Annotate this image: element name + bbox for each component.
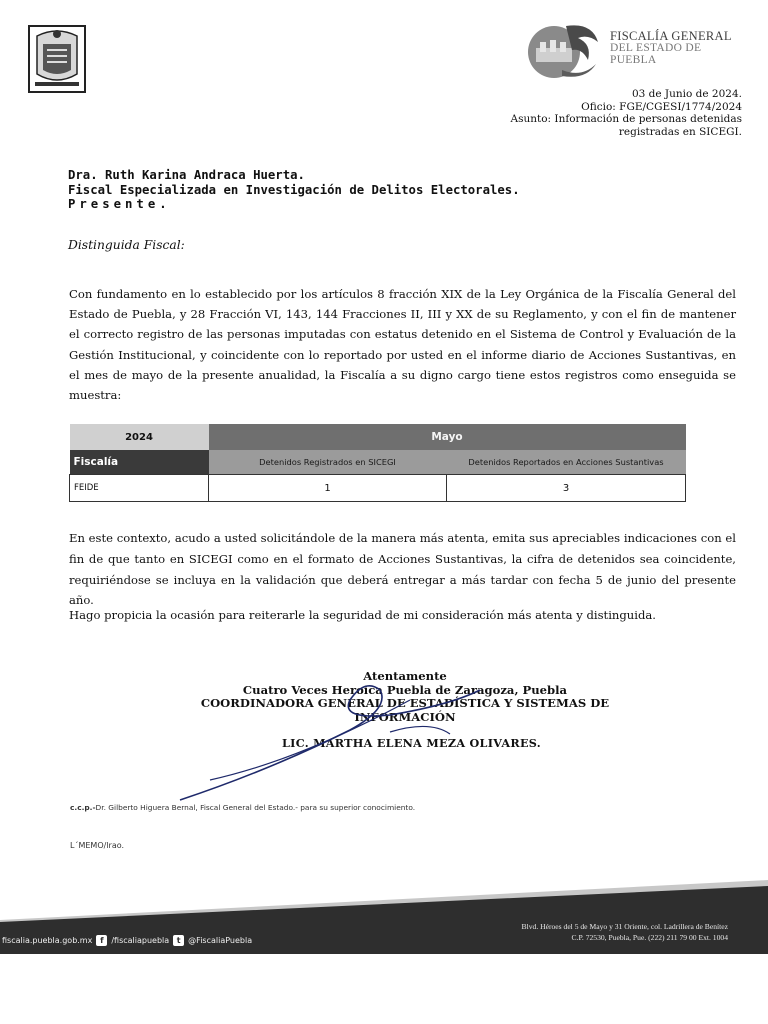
footer-band bbox=[0, 880, 768, 960]
state-seal-logo bbox=[27, 24, 87, 94]
ccp-line bbox=[70, 803, 415, 812]
asunto-line1: Asunto: Información de personas detenidas bbox=[510, 113, 742, 125]
asunto-line2: registradas en SICEGI. bbox=[618, 125, 742, 138]
salutation: Distinguida Fiscal: bbox=[68, 238, 185, 252]
detainees-table bbox=[69, 424, 686, 502]
recipient-name: Dra. Ruth Karina Andraca Huerta. bbox=[68, 168, 305, 182]
table-cell-reportados: 3 bbox=[447, 475, 686, 502]
fiscalia-logo bbox=[522, 20, 732, 80]
table-cell-fiscalia: FEIDE bbox=[70, 475, 209, 502]
body-paragraph-1: Con fundamento en lo establecido por los artículos 8 fracción XIX de la Ley Orgánica de la Fiscalía General del Estado de Puebla, y 28 Fracción VI, 143, 144 Fracciones II, III y XX de su Reglamento, y con el fin de mantener el correcto registro de las personas imputadas con estatus detenido en el Sistema de Control y Evaluación de la Gestión Institucional, y coincidente con lo reportado por usted en el informe diario de Acciones Sustantivas, en el mes de mayo de la presente anualidad, la Fiscalía a su digno cargo tiene estos registros como enseguida se muestra: bbox=[69, 287, 736, 403]
table-col-reportados: Detenidos Reportados en Acciones Sustantivas bbox=[447, 450, 686, 475]
table-col-registrados: Detenidos Registrados en SICEGI bbox=[209, 450, 447, 475]
table-month-header: Mayo bbox=[209, 424, 686, 450]
signature-block bbox=[170, 670, 640, 724]
memo-initials: L´MEMO/lrao. bbox=[70, 841, 125, 850]
presente-label: Presente. bbox=[68, 197, 171, 211]
closing-text: Atentamente bbox=[363, 669, 447, 683]
facebook-icon: f bbox=[96, 935, 107, 946]
place-text: Cuatro Veces Heroica Puebla de Zaragoza, Puebla bbox=[242, 682, 568, 697]
recipient-title: Fiscal Especializada en Investigación de Delitos Electorales. bbox=[68, 182, 520, 197]
letter-header-info bbox=[511, 88, 742, 138]
oficio-number: Oficio: FGE/CGESI/1774/2024 bbox=[581, 100, 742, 113]
body-paragraph-3: Hago propicia la ocasión para reiterarle la seguridad de mi consideración más atenta y distinguida. bbox=[69, 608, 656, 622]
recipient-block bbox=[68, 168, 520, 212]
table-col-fiscalia: Fiscalía bbox=[70, 450, 209, 475]
table-year-header: 2024 bbox=[70, 424, 209, 450]
footer-social bbox=[2, 935, 252, 946]
table-cell-registrados: 1 bbox=[209, 475, 447, 502]
letter-date: 03 de Junio de 2024. bbox=[631, 88, 742, 100]
ccp-label: c.c.p.- bbox=[70, 803, 96, 812]
footer-address-line1: Blvd. Héroes del 5 de Mayo y 31 Oriente, col. Ladrillera de Benítez bbox=[521, 922, 728, 931]
body-paragraph-2: En este contexto, acudo a usted solicitándole de la manera más atenta, emita sus apreciables indicaciones con el fin de que tanto en SICEGI como en el formato de Acciones Sustantivas, la cifra de detenidos sea coincidente, requiriéndose se incluya en la validación que deberá entregar a más tardar con fecha 5 de junio del presente año. bbox=[69, 531, 736, 608]
footer-website[interactable]: fiscalia.puebla.gob.mx bbox=[2, 936, 93, 945]
ccp-text: Dr. Gilberto Higuera Bernal, Fiscal General del Estado.- para su superior conocimiento. bbox=[95, 803, 416, 812]
footer-address bbox=[522, 921, 728, 943]
footer-address-line2: C.P. 72530, Puebla, Pue. (222) 211 79 00 Ext. 1004 bbox=[571, 933, 728, 942]
signer-name: LIC. MARTHA ELENA MEZA OLIVARES. bbox=[282, 736, 541, 750]
logo-line3: PUEBLA bbox=[610, 54, 657, 66]
footer-twitter[interactable]: @FiscaliaPuebla bbox=[188, 936, 253, 945]
footer-facebook[interactable]: /fiscaliapuebla bbox=[111, 936, 170, 945]
twitter-icon: t bbox=[173, 935, 184, 946]
logo-line1: FISCALÍA GENERAL bbox=[610, 29, 732, 43]
table-row bbox=[70, 475, 686, 502]
fiscalia-emblem-icon bbox=[522, 20, 604, 80]
logo-line2: DEL ESTADO DE bbox=[610, 42, 702, 54]
office-text: COORDINADORA GENERAL DE ESTADÍSTICA Y SISTEMAS DE INFORMACIÓN bbox=[200, 696, 610, 724]
